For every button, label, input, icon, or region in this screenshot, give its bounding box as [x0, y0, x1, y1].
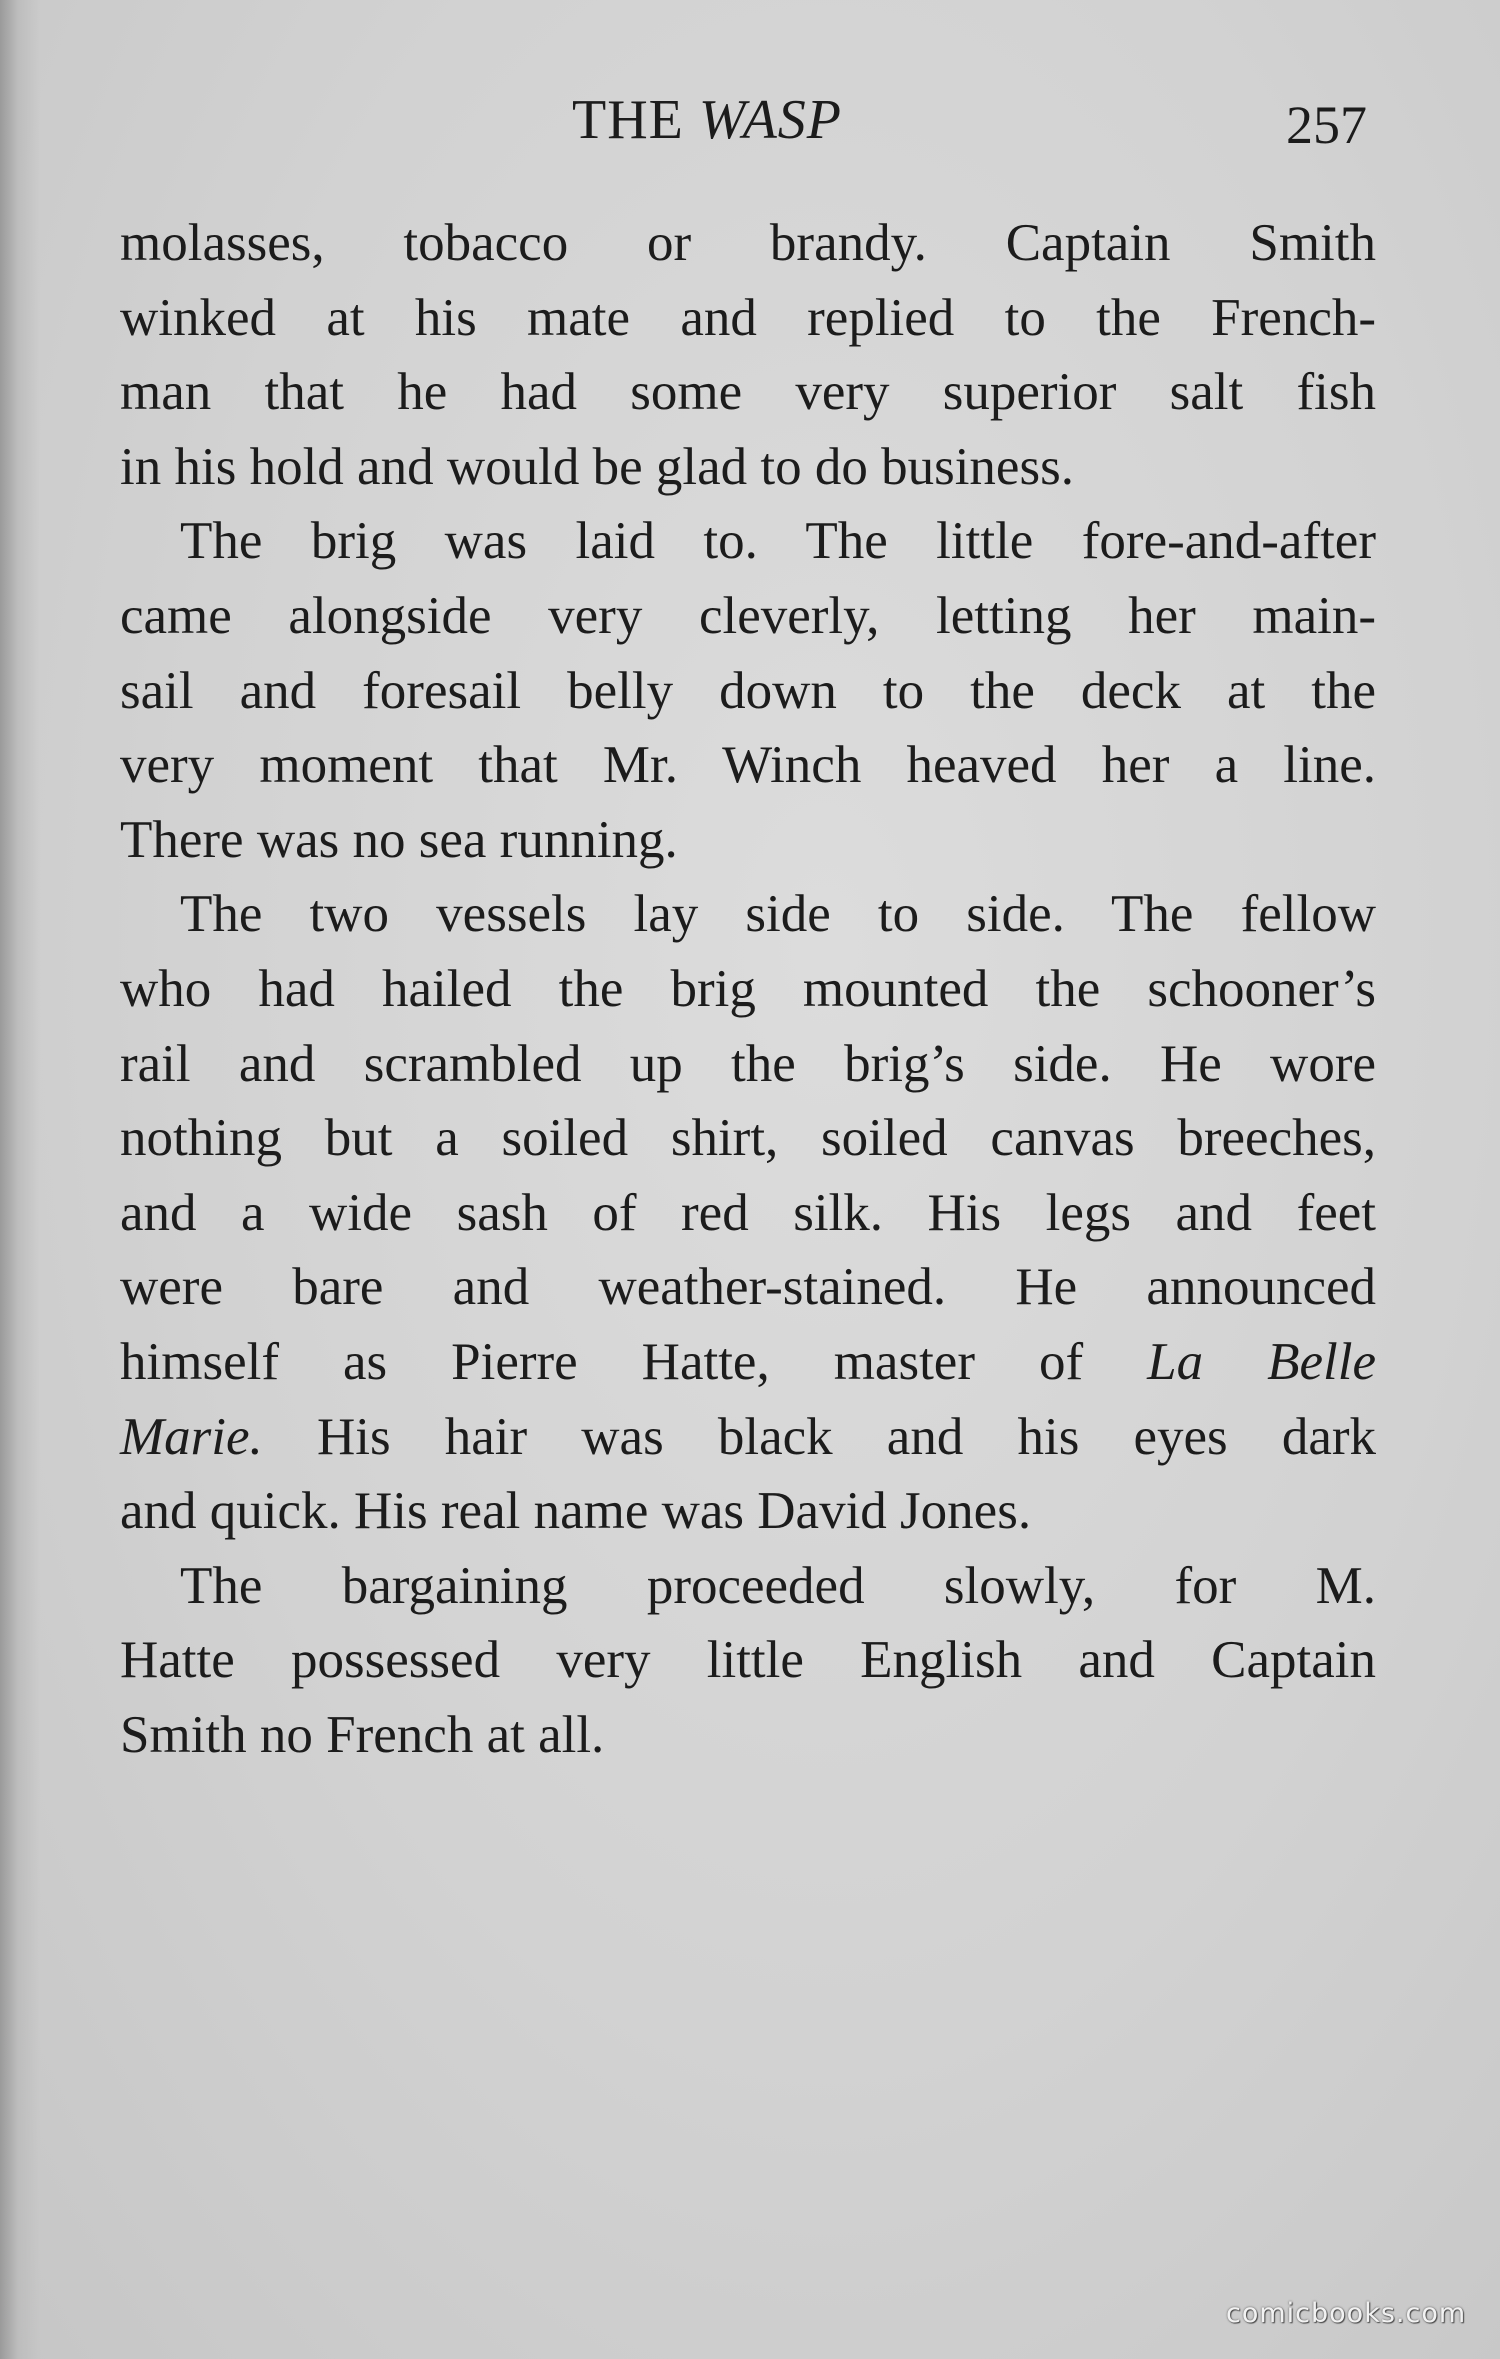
- gutter-shadow: [0, 0, 40, 2359]
- text-line: sail and foresail belly down to the deck at the: [120, 661, 1376, 720]
- running-title: [572, 88, 842, 152]
- ship-name-italic: La Belle: [1147, 1332, 1376, 1391]
- text-line: Smith no French at all.: [120, 1705, 605, 1764]
- text-line: very moment that Mr. Winch heaved her a line.: [120, 736, 1376, 795]
- text-line: The brig was laid to. The little fore-and-after: [180, 512, 1376, 571]
- text-line: [120, 1325, 1376, 1400]
- text-line: in his hold and would be glad to do business.: [120, 437, 1074, 496]
- text-line: The bargaining proceeded slowly, for M.: [180, 1556, 1376, 1615]
- text-span: himself as Pierre Hatte, master of: [120, 1332, 1148, 1391]
- text-line: and quick. His real name was David Jones.: [120, 1482, 1032, 1541]
- text-line: were bare and weather-stained. He announced: [120, 1258, 1376, 1317]
- text-line: nothing but a soiled shirt, soiled canvas breeches,: [120, 1109, 1376, 1168]
- text-line: There was no sea running.: [120, 810, 678, 869]
- text-line: [120, 1400, 1376, 1475]
- text-line: winked at his mate and replied to the French-: [120, 288, 1376, 347]
- running-title-prefix: THE: [572, 89, 699, 151]
- watermark: comicbooks.com: [1226, 2298, 1467, 2329]
- text-line: Hatte possessed very little English and Captain: [120, 1631, 1376, 1690]
- text-line: who had hailed the brig mounted the schooner’s: [120, 959, 1376, 1018]
- page-number: 257: [1286, 95, 1367, 155]
- ship-name-italic: Marie.: [120, 1407, 263, 1466]
- text-line: came alongside very cleverly, letting her main-: [120, 586, 1376, 645]
- running-title-italic: WASP: [698, 89, 843, 151]
- text-line: man that he had some very superior salt fish: [120, 363, 1376, 422]
- running-head: [0, 88, 1500, 158]
- text-line: rail and scrambled up the brig’s side. He wore: [120, 1034, 1376, 1093]
- body-text: [120, 206, 1376, 1772]
- text-span: His hair was black and his eyes dark: [262, 1407, 1376, 1466]
- text-line: The two vessels lay side to side. The fellow: [180, 885, 1376, 944]
- text-line: and a wide sash of red silk. His legs and feet: [120, 1183, 1376, 1242]
- text-line: molasses, tobacco or brandy. Captain Smith: [120, 214, 1376, 272]
